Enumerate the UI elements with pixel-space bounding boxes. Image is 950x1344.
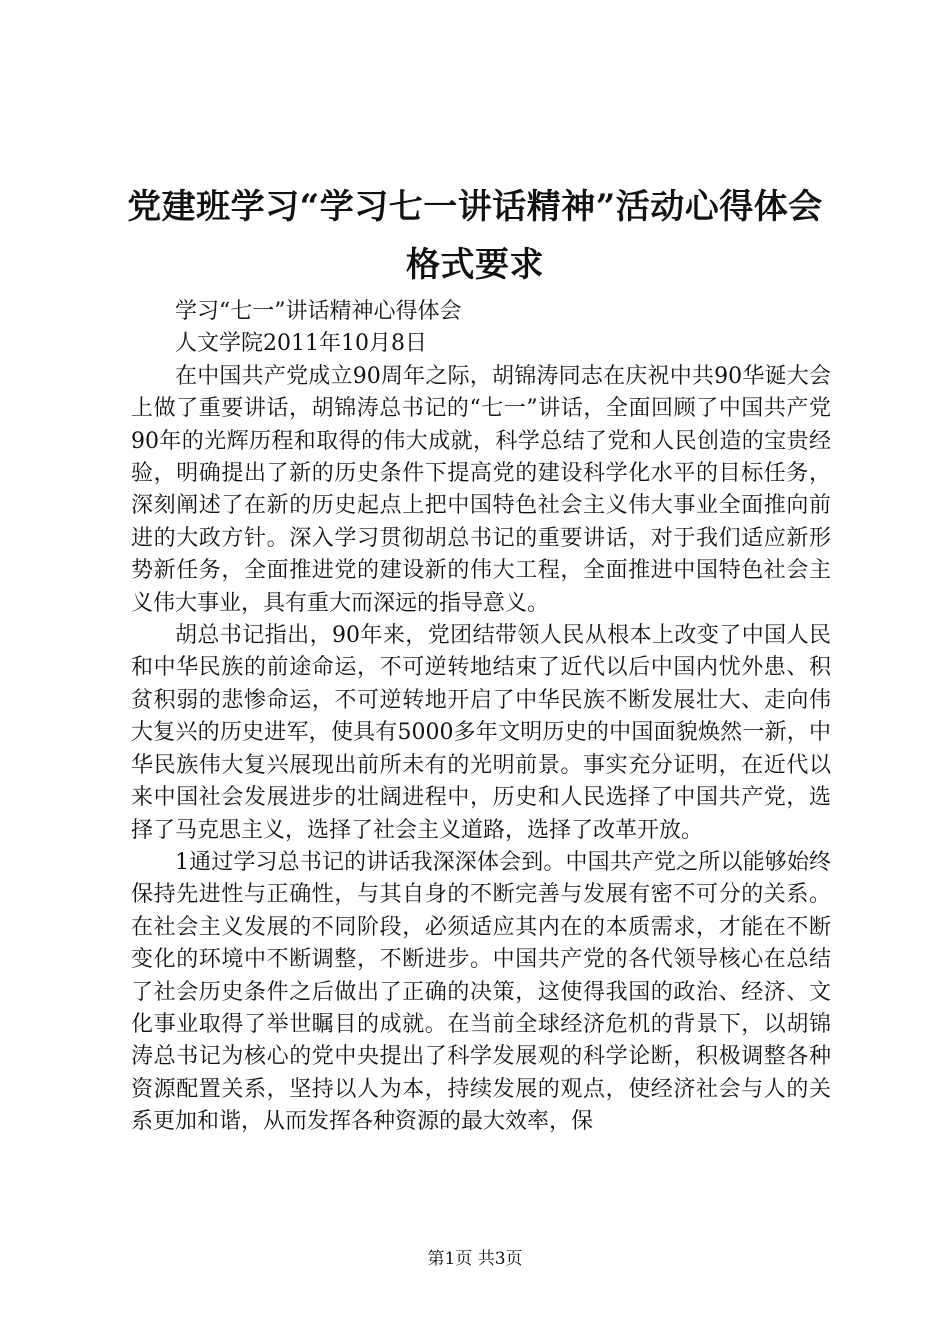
document-title: 党建班学习“学习七一讲话精神”活动心得体会格式要求 [127, 187, 823, 285]
document-subtitle: 学习“七一”讲话精神心得体会 [175, 299, 462, 324]
paragraph: 1通过学习总书记的讲话我深深体会到。中国共产党之所以能够始终保持先进性与正确性，与其自身的不断完善与发展有密不可分的关系。在社会主义发展的不同阶段，必须适应其内在的本质需求，才能在不断变化的环境中不断调整，不断进步。中国共产党的各代领导核心在总结了社会历史条件之后做出了正确的决策，这使得我国的政治、经济、文化事业取得了举世瞩目的成就。在当前全球经济危机的背景下，以胡锦涛总书记为核心的党中央提出了科学发展观的科学论断，积极调整各种资源配置关系，坚持以人为本，持续发展的观点，使经济社会与人的关系更加和谐，从而发挥各种资源的最大效率，保 [131, 849, 831, 1135]
paragraph: 在中国共产党成立90周年之际，胡锦涛同志在庆祝中共90华诞大会上做了重要讲话，胡锦涛总书记的“七一”讲话，全面回顾了中国共产党90年的光辉历程和取得的伟大成就，科学总结了党和人民创造的宝贵经验，明确提出了新的历史条件下提高党的建设科学化水平的目标任务，深刻阐述了在新的历史起点上把中国特色社会主义伟大事业全面推向前进的大政方针。深入学习贯彻胡总书记的重要讲话，对于我们适应新形势新任务，全面推进党的建设新的伟大工程，全面推进中国特色社会主义伟大事业，具有重大而深远的指导意义。 [131, 363, 831, 616]
document-byline: 人文学院2011年10月8日 [175, 331, 427, 357]
page-footer: 第1页 共3页 [427, 1249, 523, 1269]
paragraph: 胡总书记指出，90年来，党团结带领人民从根本上改变了中国人民和中华民族的前途命运，不可逆转地结束了近代以后中国内忧外患、积贫积弱的悲惨命运，不可逆转地开启了中华民族不断发展壮大、走向伟大复兴的历史进军，使具有5000多年文明历史的中国面貌焕然一新，中华民族伟大复兴展现出前所未有的光明前景。事实充分证明，在近代以来中国社会发展进步的壮阔进程中，历史和人民选择了中国共产党，选择了马克思主义，选择了社会主义道路，选择了改革开放。 [131, 623, 831, 843]
document-body [131, 296, 831, 1139]
